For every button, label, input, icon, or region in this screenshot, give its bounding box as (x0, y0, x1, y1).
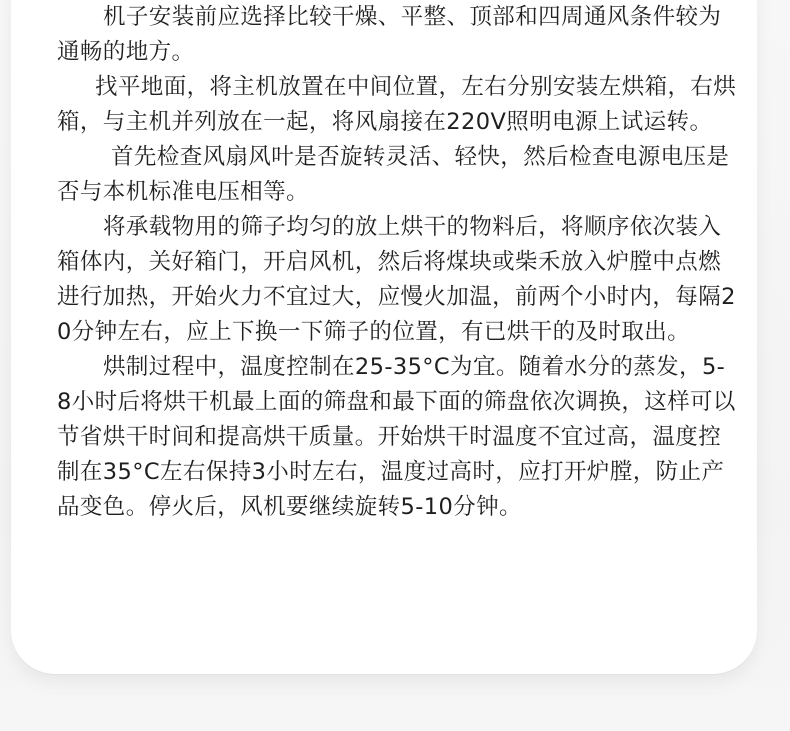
article-body (57, 0, 737, 525)
paragraph-loading-heating: 将承载物用的筛子均匀的放上烘干的物料后，将顺序依次装入箱体内，关好箱门，开启风机，然后将煤块或柴禾放入炉膛中点燃进行加热，开始火力不宜过大，应慢火加温，前两个小时内，每隔20分钟左右，应上下换一下筛子的位置，有已烘干的及时取出。 (57, 214, 736, 345)
paragraph-drying-process: 烘制过程中，温度控制在25-35°C为宜。随着水分的蒸发，5-8小时后将烘干机最上面的筛盘和最下面的筛盘依次调换，这样可以节省烘干时间和提高烘干质量。开始烘干时温度不宜过高，温度控制在35°C左右保持3小时左右，温度过高时，应打开炉膛，防止产品变色。停火后，风机要继续旋转5-10分钟。 (57, 354, 736, 520)
paragraph-installation: 找平地面，将主机放置在中间位置，左右分别安装左烘箱，右烘箱，与主机并列放在一起，将风扇接在220V照明电源上试运转。 (57, 74, 737, 135)
paragraph-site-selection: 机子安装前应选择比较干燥、平整、顶部和四周通风条件较为通畅的地方。 (57, 4, 722, 65)
paragraph-fan-check: 首先检查风扇风叶是否旋转灵活、轻快，然后检查电源电压是否与本机标准电压相等。 (57, 144, 730, 205)
